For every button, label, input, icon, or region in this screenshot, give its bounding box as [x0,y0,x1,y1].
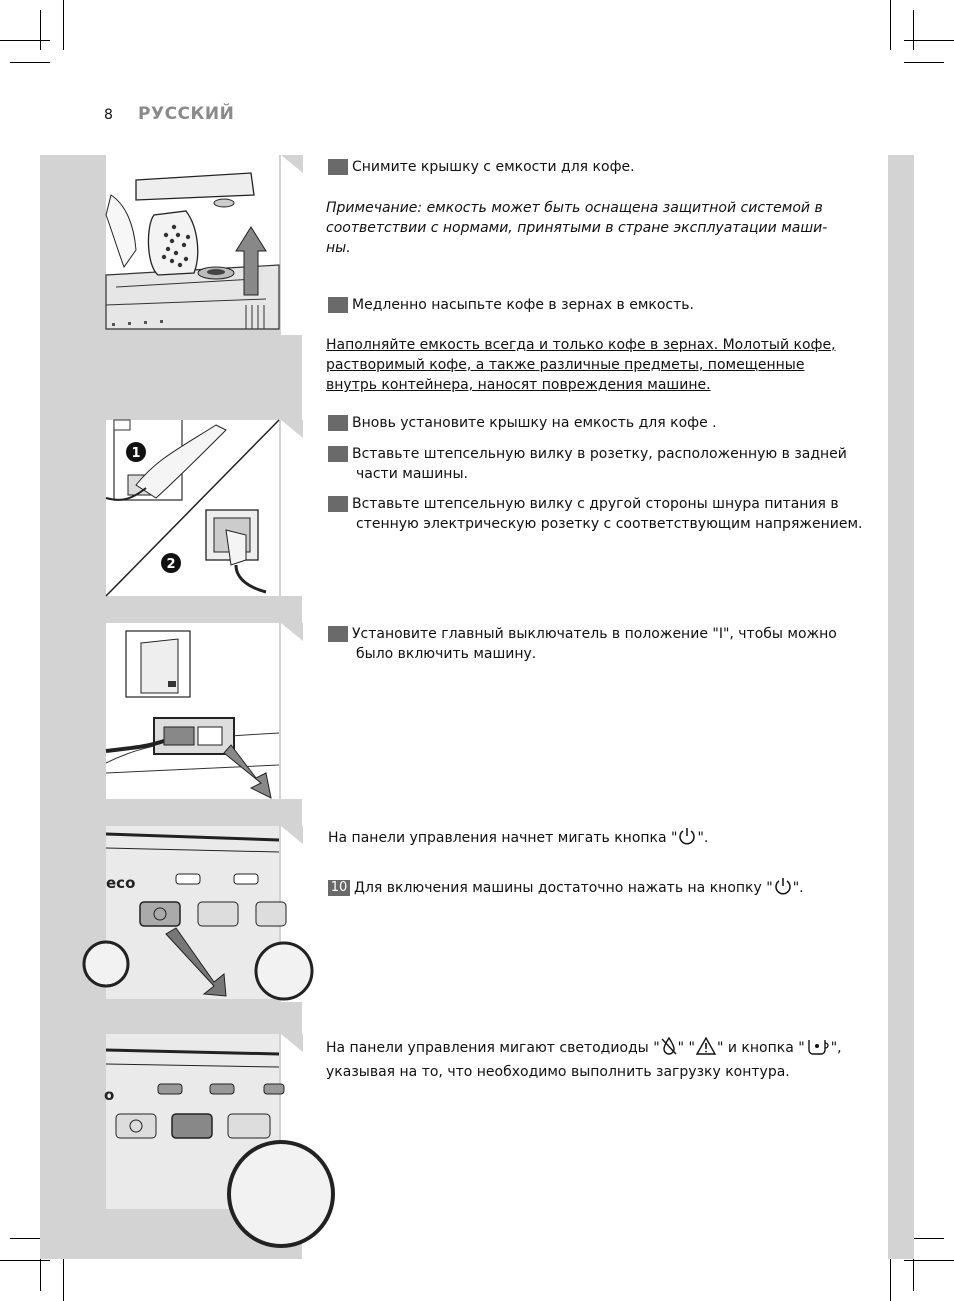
right-margin-bar [888,155,914,1259]
step-number: 6 [328,415,348,431]
note-text: Примечание: емкость может быть оснащена защитной системой в соответствии с нормами, принятыми в стране эксплуатации маши-ны. [326,200,828,256]
crop-mark [0,40,50,41]
illustration-control-panel-power [106,826,279,999]
brand-fragment: o [104,1086,115,1104]
pointer-notch [281,420,303,596]
page-number: 8 [104,107,113,123]
section-language: РУССКИЙ [138,104,235,124]
illustration-bean-container [106,155,279,329]
step-text: Установите главный выключатель в положение "I", чтобы можно было включить машину. [352,626,837,662]
text-fragment: " и кнопка " [716,1040,805,1056]
text-fragment: На панели управления мигают светодиоды " [326,1040,660,1056]
step-text: Медленно насыпьте кофе в зернах в емкость. [352,297,694,313]
crop-mark [904,1260,954,1261]
text-fragment: ". [697,830,709,846]
no-water-icon [660,1036,678,1062]
crop-mark [10,62,50,63]
power-icon [773,876,793,902]
power-icon [677,826,697,852]
step-number: 4 [328,159,348,175]
pointer-notch [281,155,303,335]
callout-number: 1 [131,446,141,461]
step-10 [328,876,858,902]
step-text: Снимите крышку с емкости для кофе. [352,159,635,175]
crop-mark [904,40,954,41]
warning-icon [695,1036,717,1062]
step-text: ". [792,880,804,896]
step-number: 7 [328,446,348,462]
text-fragment: " " [677,1040,695,1056]
illustration-main-switch [106,623,279,799]
crop-mark [890,0,891,50]
warning-text: Наполняйте емкость всегда и только кофе в зернах. Молотый кофе, растворимый кофе, а также различные предметы, помещенные внутрь контейнера, наносят повреждения машине. [326,337,836,393]
step-number: 8 [328,496,348,512]
crop-mark [0,1260,50,1261]
crop-mark [904,62,944,63]
callout-number: 2 [166,557,176,572]
step-8 [319,494,886,534]
step-text: Вставьте штепсельную вилку в розетку, расположенную в задней части машины. [352,446,847,482]
step-number: 9 [328,626,348,642]
step-text: Для включения машины достаточно нажать на кнопку " [354,880,773,896]
crop-mark [913,10,914,50]
text-fragment: ", указывая на то, что необходимо выполнить загрузку контура. [326,1040,842,1080]
brand-fragment: eco [106,874,136,892]
pointer-notch [281,623,303,799]
blink-leds-text [326,1036,851,1082]
illustration-plug-socket [106,420,279,596]
step-9 [319,624,876,664]
coffee-cup-icon [805,1036,831,1062]
illustration-control-panel-leds [106,1034,279,1209]
step-4 [319,157,886,177]
crop-mark [63,0,64,50]
step-number: 5 [328,297,348,313]
step-7 [319,444,876,484]
step-number: 10 [328,880,350,896]
text-fragment: На панели управления начнет мигать кнопка " [328,830,678,846]
blink-power-text [328,826,858,852]
step-text: Вставьте штепсельную вилку с другой стороны шнура питания в стенную электрическую розетку с соответствующим напряжением. [352,496,863,532]
step-text: Вновь установите крышку на емкость для кофе . [352,415,717,431]
crop-mark [40,10,41,50]
step-6 [319,413,886,433]
step-5 [319,295,886,315]
